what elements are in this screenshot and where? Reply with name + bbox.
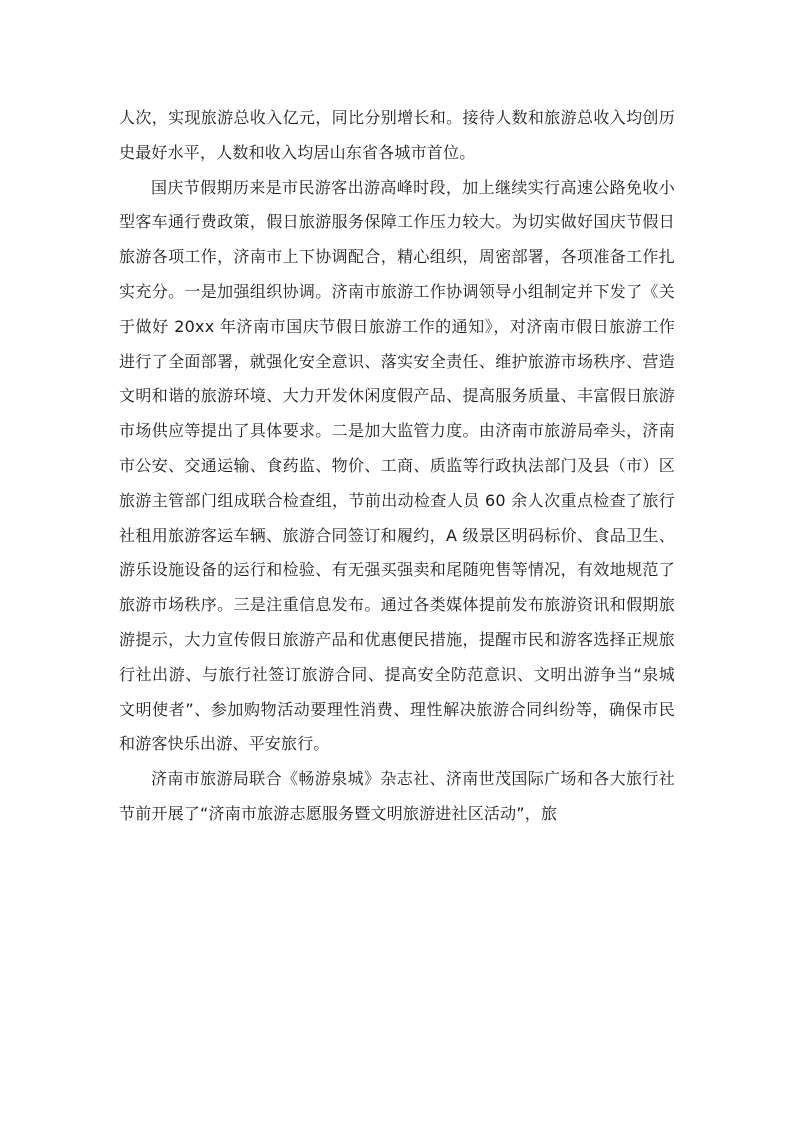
body-text	[119, 101, 675, 832]
paragraph-holiday-preparation: 国庆节假期历来是市民游客出游高峰时段，加上继续实行高速公路免收小型客车通行费政策，假日旅游服务保障工作压力较大。为切实做好国庆节假日旅游各项工作，济南市上下协调配合，精心组织，周密部署，各项准备工作扎实充分。一是加强组织协调。济南市旅游工作协调领导小组制定并下发了《关于做好 20xx 年济南市国庆节假日旅游工作的通知》，对济南市假日旅游工作进行了全面部署，就强化安全意识、落实安全责任、维护旅游市场秩序、营造文明和谐的旅游环境、大力开发休闲度假产品、提高服务质量、丰富假日旅游市场供应等提出了具体要求。二是加大监管力度。由济南市旅游局牵头，济南市公安、交通运输、食药监、物价、工商、质监等行政执法部门及县（市）区旅游主管部门组成联合检查组，节前出动检查人员 60 余人次重点检查了旅行社租用旅游客运车辆、旅游合同签订和履约，A 级景区明码标价、食品卫生、游乐设施设备的运行和检验、有无强买强卖和尾随兜售等情况，有效地规范了旅游市场秩序。三是注重信息发布。通过各类媒体提前发布旅游资讯和假期旅游提示，大力宣传假日旅游产品和优惠便民措施，提醒市民和游客选择正规旅行社出游、与旅行社签订旅游合同、提高安全防范意识、文明出游争当“泉城文明使者”、参加购物活动要理性消费、理性解决旅游合同纠纷等，确保市民和游客快乐出游、平安旅行。	[119, 177, 675, 754]
paragraph-continuation: 人次，实现旅游总收入亿元，同比分别增长和。接待人数和旅游总收入均创历史最好水平，人数和收入均居山东省各城市首位。	[119, 108, 675, 162]
paragraph-volunteer-activity: 济南市旅游局联合《畅游泉城》杂志社、济南世茂国际广场和各大旅行社节前开展了“济南市旅游志愿服务暨文明旅游进社区活动”，旅	[119, 769, 675, 823]
